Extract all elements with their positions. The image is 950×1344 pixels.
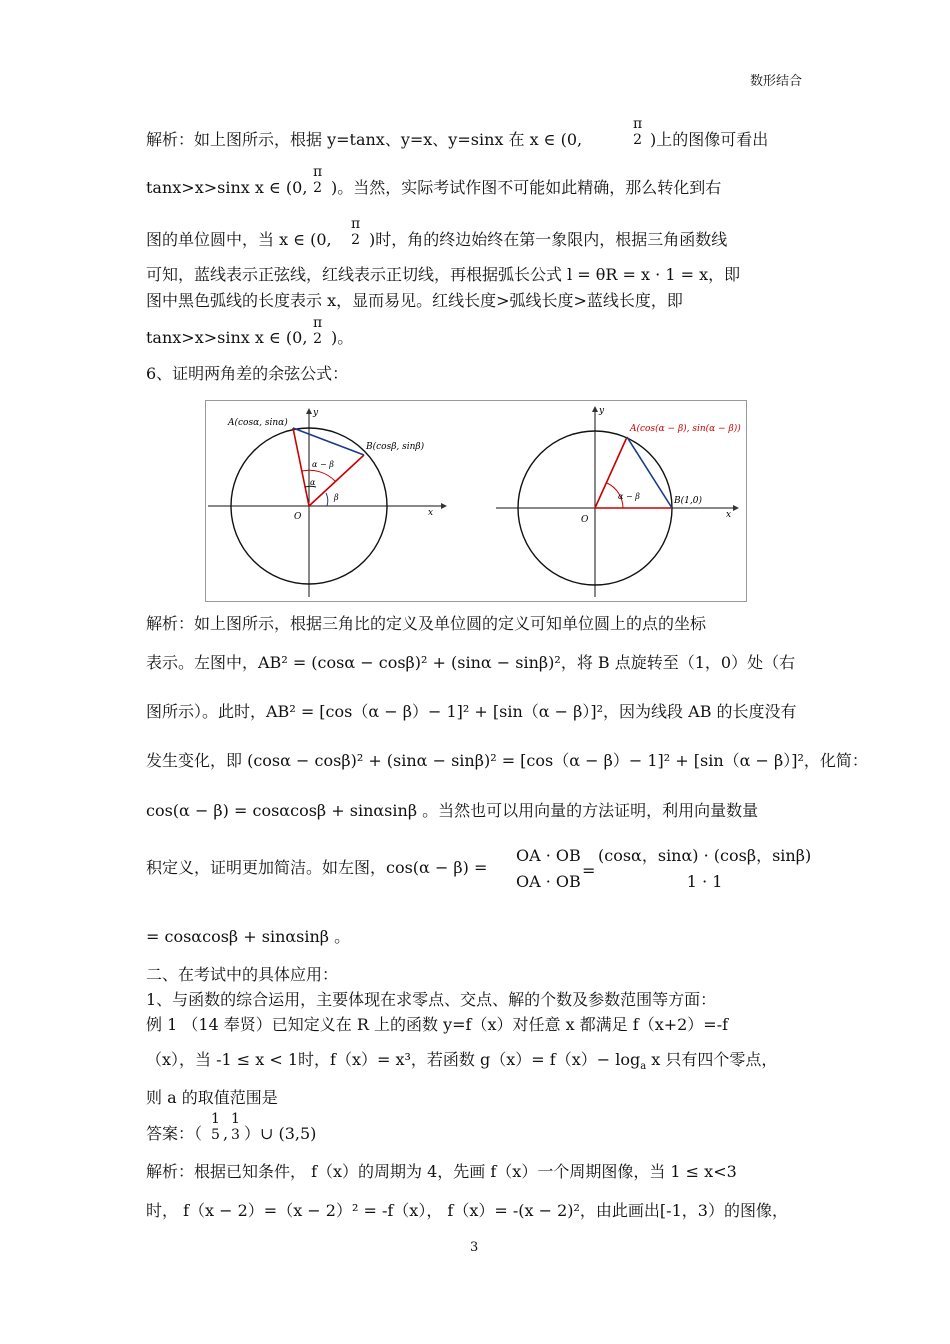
answer-label: 答案：（ — [146, 1124, 203, 1143]
section2-title: 二、在考试中的具体应用： — [146, 965, 339, 984]
right-point-a-label: A(cos(α − β), sin(α − β)) — [630, 424, 741, 434]
pi-over-2-fraction: π 2 — [313, 164, 323, 196]
left-y-label: y — [313, 408, 319, 418]
para1-line6-end: )。 — [331, 328, 354, 347]
example1-line3: 则 a 的取值范围是 — [146, 1088, 278, 1107]
para2-line7: = cosαcosβ + sinαsinβ 。 — [146, 927, 351, 946]
right-x-label: x — [726, 510, 732, 520]
equals-sign: = — [582, 861, 596, 880]
left-alpha-label: α — [310, 478, 316, 487]
answer-tail: ）∪ (3,5) — [244, 1124, 317, 1143]
section2-item1: 1、与函数的综合运用，主要体现在求零点、交点、解的个数及参数范围等方面： — [146, 990, 717, 1009]
right-y-label: y — [599, 406, 605, 416]
para1-line3-end: )时，角的终边始终在第一象限内，根据三角函数线 — [369, 230, 728, 249]
left-origin-label: O — [294, 512, 302, 522]
left-beta-label: β — [334, 493, 339, 502]
answer-fraction-2: 1 3 — [231, 1111, 240, 1143]
left-arc-beta — [326, 493, 328, 506]
para1-line6: tanx>x>sinx x ∈ (0, — [146, 328, 308, 347]
coordinate-fraction: (cosα，sinα) · (cosβ，sinβ) 1 · 1 — [598, 846, 812, 891]
left-x-label: x — [428, 508, 434, 518]
para2-line3: 图所示）。此时，AB² = [cos（α − β）− 1]² + [sin（α − β）]²，因为线段 AB 的长度没有 — [146, 702, 797, 721]
para1-line5: 图中黑色弧线的长度表示 x，显而易见。红线长度>弧线长度>蓝线长度，即 — [146, 291, 683, 310]
right-origin-label: O — [581, 515, 589, 525]
para1-line2-end: )。当然，实际考试作图不可能如此精确，那么转化到右 — [331, 178, 722, 197]
para1-line4: 可知，蓝线表示正弦线，红线表示正切线，再根据弧长公式 l = θR = x · 1 = x，即 — [146, 265, 741, 284]
right-point-b-label: B(1,0) — [674, 496, 702, 506]
section6-title: 6、证明两角差的余弦公式： — [146, 364, 349, 383]
page-header-title: 数形结合 — [749, 74, 802, 89]
example1-line2: （x），当 -1 ≤ x < 1时，f（x）= x³，若函数 $g(x)= f(x)- \log_a x$ 只有四个零点， — [146, 1050, 778, 1073]
left-arc-diff — [302, 470, 335, 481]
para1-line1-end: )上的图像可看出 — [650, 130, 769, 149]
left-angle-diff-label: α − β — [312, 460, 334, 469]
para2-line6: 积定义，证明更加简洁。如左图，cos(α − β) = — [146, 858, 488, 877]
para1-line1: 解析：如上图所示，根据 y=tanx、y=x、y=sinx 在 x ∈ (0, — [146, 130, 583, 149]
left-point-b-label: B(cosβ, sinβ) — [366, 442, 425, 452]
unit-circle-diagrams — [206, 401, 746, 601]
answer-comma: , — [223, 1124, 229, 1143]
solution-line1: 解析：根据已知条件， f（x）的周期为 4，先画 f（x）一个周期图像，当 1 ≤ x<3 — [146, 1162, 737, 1181]
para2-line1: 解析：如上图所示，根据三角比的定义及单位圆的定义可知单位圆上的点的坐标 — [146, 614, 707, 633]
dot-product-fraction: OA · OB OA · OB — [516, 846, 581, 891]
para1-line3: 图的单位圆中，当 x ∈ (0, — [146, 230, 332, 249]
example1-line1: 例 1 （14 奉贤）已知定义在 R 上的函数 y=f（x）对任意 x 都满足 f（x+2）=-f — [146, 1015, 729, 1034]
left-oa-line — [293, 428, 309, 506]
solution-line2: 时， f（x − 2）=（x − 2）² = -f（x）， f（x）= -(x − 2)²，由此画出[-1，3）的图像， — [146, 1201, 788, 1220]
pi-over-2-fraction: π 2 — [351, 216, 361, 248]
para2-line5: cos(α − β) = cosαcosβ + sinαsinβ 。当然也可以用向量的方法证明，利用向量数量 — [146, 801, 759, 820]
pi-over-2-fraction: π 2 — [633, 116, 643, 148]
para2-line2: 表示。左图中，AB² = (cosα − cosβ)² + (sinα − sinβ)²，将 B 点旋转至（1，0）处（右 — [146, 653, 796, 672]
pi-over-2-fraction: π 2 — [313, 315, 323, 347]
para2-line4: 发生变化，即 (cosα − cosβ)² + (sinα − sinβ)² = [cos（α − β）− 1]² + [sin（α − β）]²，化简： — [146, 751, 868, 770]
unit-circle-figure — [205, 400, 747, 602]
page-number: 3 — [470, 1240, 479, 1255]
answer-fraction-1: 1 5 — [211, 1111, 220, 1143]
para1-line2: tanx>x>sinx x ∈ (0, — [146, 178, 308, 197]
right-angle-diff-label: α − β — [618, 492, 640, 501]
left-point-a-label: A(cosα, sinα) — [228, 418, 288, 428]
